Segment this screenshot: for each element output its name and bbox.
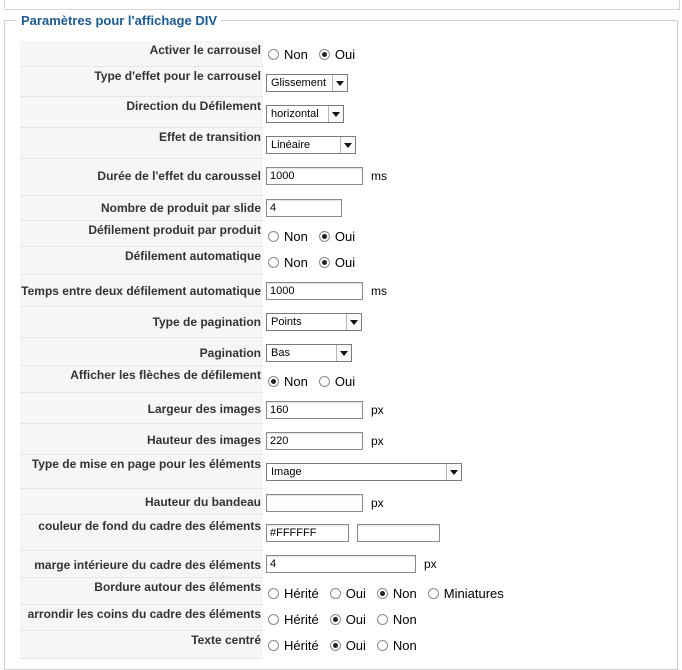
label-defilement-auto: Défilement automatique: [20, 247, 263, 275]
hauteur-images-row: [266, 430, 384, 452]
section-title: Paramètres pour l'affichage DIV: [17, 13, 221, 29]
largeur-images-input[interactable]: 160: [266, 401, 363, 419]
radio-herite[interactable]: [268, 640, 279, 651]
label-texte-centre: Texte centré: [20, 631, 263, 659]
hauteur-bandeau-input[interactable]: [266, 494, 363, 512]
label-direction: Direction du Défilement: [20, 97, 263, 128]
couleur-fond-preview[interactable]: [357, 524, 440, 542]
radio-oui[interactable]: [330, 640, 341, 651]
radio-herite[interactable]: [268, 614, 279, 625]
label-defilement-produit: Défilement produit par produit: [20, 221, 263, 247]
texte-centre-options: Hérité Oui Non: [266, 634, 426, 656]
hauteur-images-input[interactable]: 220: [266, 432, 363, 450]
radio-non[interactable]: [377, 640, 388, 651]
radio-miniatures[interactable]: [428, 588, 439, 599]
afficher-fleches-options: Non Oui: [266, 370, 364, 392]
chevron-down-icon: [328, 106, 343, 122]
defilement-produit-options: Non Oui: [266, 225, 364, 247]
radio-oui[interactable]: [330, 614, 341, 625]
radio-oui[interactable]: [330, 588, 341, 599]
activer-carrousel-options: Non Oui: [266, 43, 364, 65]
temps-auto-row: [266, 280, 387, 302]
label-activer-carrousel: Activer le carrousel: [20, 41, 263, 67]
radio-oui[interactable]: [319, 49, 330, 60]
unit-ms: ms: [371, 284, 387, 298]
label-afficher-fleches: Afficher les flèches de défilement: [20, 366, 263, 393]
label-type-pagination: Type de pagination: [20, 307, 263, 338]
couleur-fond-row: [266, 522, 440, 544]
type-mise-en-page-select[interactable]: Image: [266, 463, 462, 481]
hauteur-bandeau-row: [266, 492, 384, 514]
unit-ms: ms: [371, 169, 387, 183]
chevron-down-icon: [336, 345, 351, 361]
duree-effet-row: [266, 165, 387, 187]
largeur-images-row: [266, 399, 384, 421]
label-arrondir-coins: arrondir les coins du cadre des éléments: [20, 605, 263, 631]
label-bordure: Bordure autour des éléments: [20, 578, 263, 605]
label-hauteur-images: Hauteur des images: [20, 424, 263, 455]
nombre-produit-input[interactable]: 4: [266, 199, 342, 217]
radio-non[interactable]: [268, 257, 279, 268]
label-effet-transition: Effet de transition: [20, 128, 263, 159]
pagination-select[interactable]: Bas: [266, 344, 352, 362]
label-pagination: Pagination: [20, 338, 263, 366]
label-largeur-images: Largeur des images: [20, 393, 263, 424]
label-type-effet: Type d'effet pour le carrousel: [20, 67, 263, 97]
nombre-produit-row: [266, 197, 342, 219]
chevron-down-icon: [446, 464, 461, 480]
effet-transition-row: [266, 134, 356, 156]
label-temps-auto: Temps entre deux défilement automatique: [20, 275, 263, 307]
type-pagination-row: [266, 311, 362, 333]
chevron-down-icon: [332, 75, 347, 91]
label-nombre-produit: Nombre de produit par slide: [20, 196, 263, 221]
marge-interieure-row: [266, 553, 437, 575]
unit-px: px: [371, 434, 384, 448]
unit-px: px: [424, 557, 437, 571]
effet-transition-select[interactable]: Linéaire: [266, 136, 356, 154]
unit-px: px: [371, 403, 384, 417]
radio-non[interactable]: [377, 588, 388, 599]
unit-px: px: [371, 496, 384, 510]
label-marge-interieure: marge intérieure du cadre des éléments: [20, 551, 263, 578]
chevron-down-icon: [346, 314, 361, 330]
pagination-row: [266, 342, 352, 364]
type-pagination-select[interactable]: Points: [266, 313, 362, 331]
direction-row: [266, 103, 344, 125]
arrondir-coins-options: Hérité Oui Non: [266, 608, 426, 630]
chevron-down-icon: [340, 137, 355, 153]
bordure-options: Hérité Oui Non Miniatures: [266, 582, 513, 604]
radio-non[interactable]: [268, 49, 279, 60]
label-couleur-fond: couleur de fond du cadre des éléments: [20, 515, 263, 551]
type-effet-select[interactable]: Glissement: [266, 74, 348, 92]
label-hauteur-bandeau: Hauteur du bandeau: [20, 489, 263, 515]
direction-select[interactable]: horizontal: [266, 105, 344, 123]
temps-auto-input[interactable]: 1000: [266, 282, 363, 300]
type-mise-en-page-row: [266, 461, 462, 483]
radio-oui[interactable]: [319, 231, 330, 242]
couleur-fond-input[interactable]: #FFFFFF: [266, 524, 349, 542]
defilement-auto-options: Non Oui: [266, 251, 364, 273]
label-type-mise-en-page: Type de mise en page pour les éléments: [20, 455, 263, 489]
radio-oui[interactable]: [319, 376, 330, 387]
marge-interieure-input[interactable]: 4: [266, 555, 416, 573]
radio-non[interactable]: [268, 376, 279, 387]
radio-non[interactable]: [268, 231, 279, 242]
type-effet-row: [266, 72, 348, 94]
radio-non[interactable]: [377, 614, 388, 625]
duree-effet-input[interactable]: 1000: [266, 167, 363, 185]
radio-herite[interactable]: [268, 588, 279, 599]
label-duree-effet: Durée de l'effet du caroussel: [20, 159, 263, 196]
radio-oui[interactable]: [319, 257, 330, 268]
